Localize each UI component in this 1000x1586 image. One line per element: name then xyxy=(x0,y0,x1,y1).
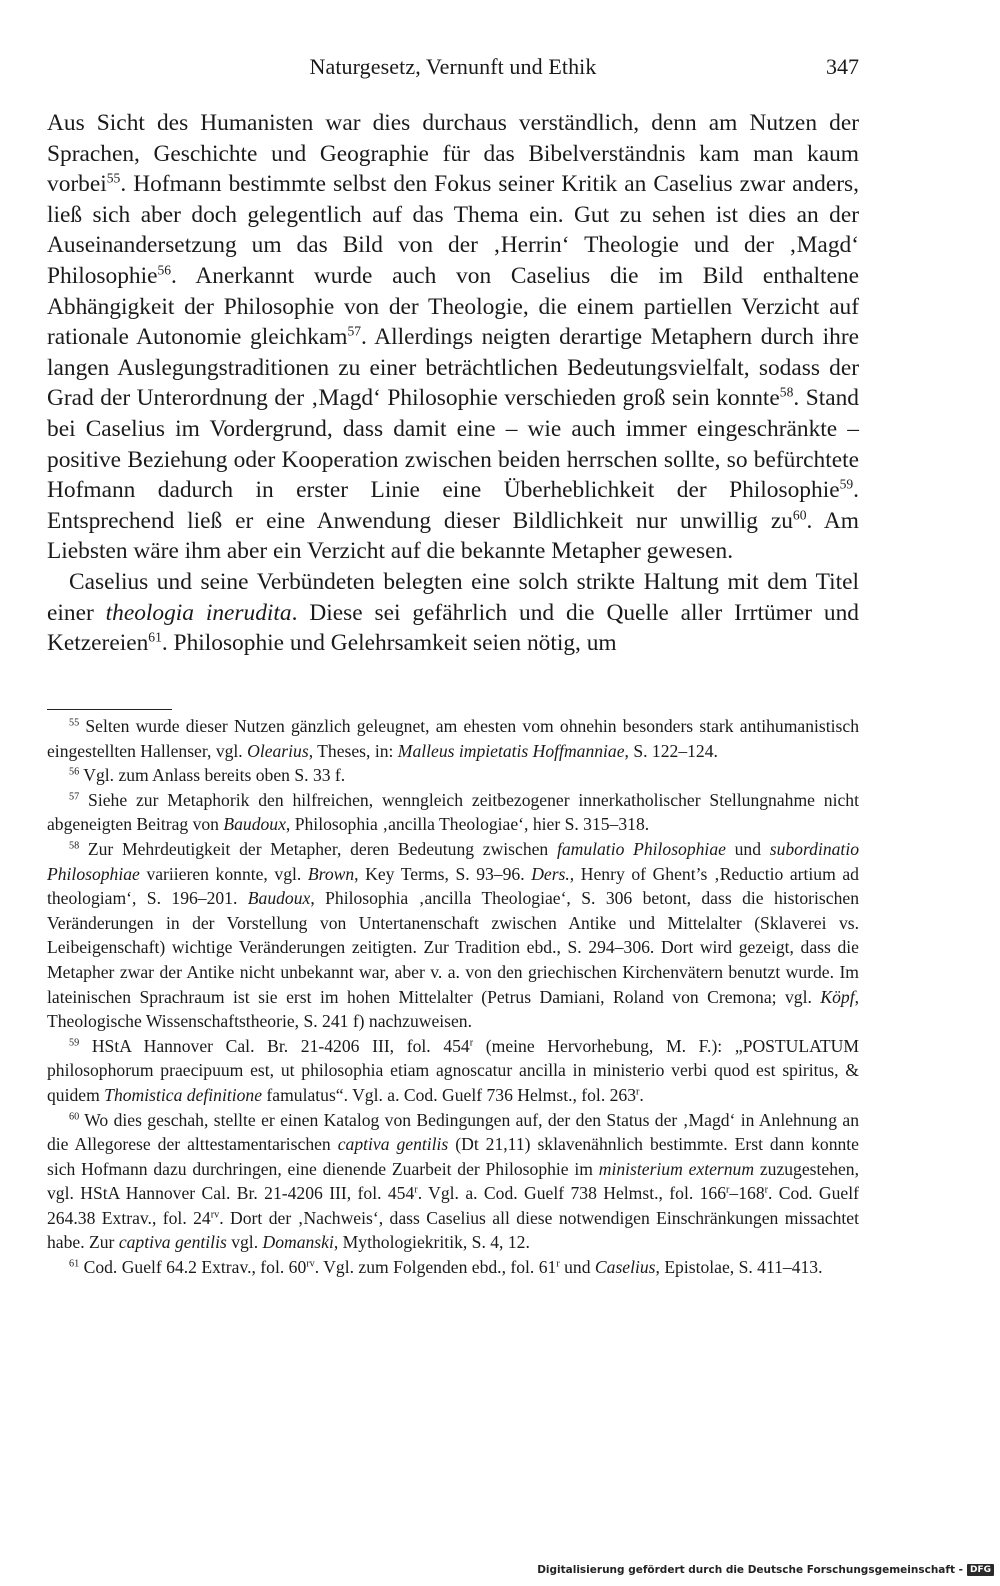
text-run: . xyxy=(639,1084,644,1105)
digitization-notice xyxy=(537,1562,994,1578)
italic-term: captiva gentilis xyxy=(337,1134,449,1155)
author-name: Brown xyxy=(307,863,355,884)
text-run: vgl. xyxy=(226,1232,263,1253)
text-run: , Theologische Wissenschaftstheorie, S. 241 f) nachzuweisen. xyxy=(47,986,859,1032)
paragraph-1 xyxy=(47,108,859,567)
text-run: Aus Sicht des Humanisten war dies durchaus verständlich, denn am Nutzen der Sprachen, Geschichte und Geographie für das Bibelverständnis kam man kaum vorbei xyxy=(47,110,859,198)
author-name: Domanski xyxy=(262,1232,334,1253)
text-run: . Entsprechend ließ er eine Anwendung dieser Bildlichkeit nur unwillig zu xyxy=(47,477,859,534)
folio-marker: r xyxy=(414,1184,418,1196)
running-title: Naturgesetz, Vernunft und Ethik xyxy=(309,54,597,79)
text-run: Zur Mehrdeutigkeit der Metapher, deren Bedeutung zwischen xyxy=(79,838,557,859)
folio-marker: rv xyxy=(210,1209,220,1221)
footnote-60 xyxy=(47,1108,859,1256)
folio-marker: r xyxy=(556,1258,560,1270)
author-name: Caselius xyxy=(594,1257,656,1278)
text-run: . Dort der ‚Nachweis‘, dass Caselius all diese notwendigen Einschränkungen missachtet habe. Zur xyxy=(47,1207,859,1253)
author-name: Köpf xyxy=(820,986,855,1007)
folio-marker: rv xyxy=(306,1258,315,1270)
folio-marker: r xyxy=(726,1184,730,1196)
footnote-61 xyxy=(47,1255,859,1280)
text-run: , S. 122–124. xyxy=(624,740,718,761)
work-title: Malleus impietatis Hoffmanniae xyxy=(397,740,625,761)
running-header xyxy=(47,54,859,86)
text-run: Vgl. zum Anlass bereits oben S. 33 f. xyxy=(79,765,346,786)
text-run: . Hofmann bestimmte selbst den Fokus seiner Kritik an Caselius zwar anders, ließ sich aber doch gelegentlich auf das Thema ein. Gut zu sehen ist dies an der Auseinandersetzung um das Bild von der ‚Herrin‘ Theologie und der ‚Magd‘ Philosophie xyxy=(47,171,859,289)
text-run: , Mythologiekritik, S. 4, 12. xyxy=(333,1232,530,1253)
text-run: Caselius und seine Verbündeten belegten eine solch strikte Haltung mit dem Titel einer xyxy=(47,568,859,626)
dfg-logo: DFG xyxy=(967,1564,994,1576)
italic-term: Thomistica definitione xyxy=(104,1084,263,1105)
text-run: –168 xyxy=(729,1183,765,1204)
footnote-number: 57 xyxy=(69,791,80,803)
text-run: und xyxy=(559,1257,595,1278)
text-run: HStA Hannover Cal. Br. 21-4206 III, fol. 454 xyxy=(79,1035,470,1056)
text-run: Siehe zur Metaphorik den hilfreichen, wenngleich zeitbezogener innerkatholischer Stellungnahme nicht abgeneigten Beitrag von xyxy=(47,789,859,835)
author-name: Olearius xyxy=(247,740,309,761)
footnote-number: 58 xyxy=(69,840,80,852)
italic-term: theologia ineruditа xyxy=(105,599,292,626)
footnote-ref: 58 xyxy=(779,384,794,400)
text-run: (meine Hervorhebung, M. F.): „POSTULATUM philosophorum praecipuum est, ut philosophia etiam agnoscatur ancilla in ministerio verbi quod est spiritus, & quidem xyxy=(47,1035,859,1105)
footnote-ref: 59 xyxy=(839,476,854,492)
page-number: 347 xyxy=(826,54,859,79)
text-run: , Epistolae, S. 411–413. xyxy=(655,1257,823,1278)
text-run: . Vgl. a. Cod. Guelf 738 Helmst., fol. 166 xyxy=(417,1183,727,1204)
italic-term: famulatio Philosophiae xyxy=(556,838,726,859)
text-run: , Henry of Ghent’s ‚Reductio artium ad theologiam‘, S. 196–201. xyxy=(47,863,859,909)
footnote-separator xyxy=(47,709,172,710)
folio-marker: r xyxy=(469,1037,474,1049)
text-run: Wo dies geschah, stellte er einen Katalog von Bedingungen auf, der den Status der ‚Magd‘ in Anlehnung an die Allegorese der alttestamentarischen xyxy=(47,1109,859,1155)
author-name: Baudoux xyxy=(247,888,311,909)
text-run: . Vgl. zum Folgenden ebd., fol. 61 xyxy=(314,1257,557,1278)
text-run: famulatus“. Vgl. a. Cod. Guelf 736 Helmst., fol. 263 xyxy=(262,1084,637,1105)
author-name: Baudoux xyxy=(223,814,286,835)
author-name: Ders. xyxy=(531,863,570,884)
footnote-number: 55 xyxy=(69,717,80,729)
text-run: Cod. Guelf 64.2 Extrav., fol. 60 xyxy=(79,1257,307,1278)
text-run: . Anerkannt wurde auch von Caselius die im Bild enthaltene Abhängigkeit der Philosophie von der Theologie, die einem partiellen Verzicht auf rationale Autonomie gleichkam xyxy=(47,262,859,351)
text-run: und xyxy=(725,838,770,859)
folio-marker: r xyxy=(764,1184,769,1196)
footnote-56 xyxy=(47,763,859,788)
italic-term: captiva gentilis xyxy=(118,1232,227,1253)
text-run: , Theses, in: xyxy=(308,740,398,761)
footnote-number: 56 xyxy=(69,766,80,778)
footnote-ref: 57 xyxy=(347,323,362,339)
footnote-ref: 55 xyxy=(106,170,121,186)
footnote-ref: 60 xyxy=(792,507,807,523)
digitization-text: Digitalisierung gefördert durch die Deutsche Forschungsgemeinschaft - xyxy=(537,1564,963,1576)
text-run: , Philosophia ‚ancilla Theologiae‘, S. 306 betont, dass die historischen Veränderungen in der Vorstellung von Untertanenschaft zwischen Antike und Mittelalter (Sklaverei vs. Leibeigenschaft) wichtige Veränderungen zeitigten. Zur Tradition ebd., S. 294–306. Dort wird gezeigt, dass die Metapher zwar der Antike nicht unbekannt war, aber v. a. von den griechischen Kirchenvätern benutzt wurde. Im lateinischen Sprachraum ist sie erst im hohen Mittelalter (Petrus Damiani, Roland von Cremona; vgl. xyxy=(47,888,859,1007)
text-run: . Philosophie und Gelehrsamkeit seien nötig, um xyxy=(161,630,617,657)
text-run: , Key Terms, S. 93–96. xyxy=(354,863,532,884)
footnote-58 xyxy=(47,837,859,1034)
footnote-ref: 61 xyxy=(148,629,162,645)
text-run: . Stand bei Caselius im Vordergrund, dass damit eine – wie auch immer eingeschränkte – positive Beziehung oder Kooperation zwischen beiden herrschen sollte, so befürchtete Hofmann dadurch in erster Linie eine Überheblichkeit der Philosophie xyxy=(47,385,859,504)
italic-term: subordinatio Philosophiae xyxy=(47,838,860,884)
text-run: (Dt 21,11) sklavenähnlich bestimmte. Erst dann konnte sich Hofmann dazu durchringen, eine dienende Zuarbeit der Philosophie im xyxy=(47,1134,859,1179)
italic-term: ministerium externum xyxy=(598,1158,755,1179)
text-run: . Cod. Guelf 264.38 Extrav., fol. 24 xyxy=(47,1183,859,1228)
text-run: variieren konnte, vgl. xyxy=(139,863,308,884)
text-run: . Am Liebsten wäre ihm aber ein Verzicht auf die bekannte Metapher gewesen. xyxy=(47,507,859,565)
text-run: Selten wurde dieser Nutzen gänzlich geleugnet, am ehesten vom ohnehin besonders stark antihumanistisch eingestellten Hallenser, vgl. xyxy=(47,716,859,761)
folio-marker: r xyxy=(636,1086,640,1098)
footnote-57 xyxy=(47,788,859,837)
footnote-55 xyxy=(47,714,859,763)
text-run: . Diese sei gefährlich und die Quelle aller Irrtümer und Ketzereien xyxy=(47,599,859,657)
footnote-59 xyxy=(47,1034,859,1108)
footnotes xyxy=(47,714,859,1280)
footnote-ref: 56 xyxy=(157,262,172,278)
text-run: , Philosophia ‚ancilla Theologiae‘, hier S. 315–318. xyxy=(285,814,650,835)
text-run: . Allerdings neigten derartige Metaphern durch ihre langen Auslegungstraditionen zu einer beträchtlichen Bedeutungsvielfalt, sodass der Grad der Unterordnung der ‚Magd‘ Philosophie verschieden groß sein konnte xyxy=(47,324,859,412)
text-run: zuzugestehen, vgl. HStA Hannover Cal. Br. 21-4206 III, fol. 454 xyxy=(47,1158,860,1204)
footnote-number: 59 xyxy=(69,1037,80,1049)
paragraph-2 xyxy=(47,567,859,659)
main-text xyxy=(47,108,859,659)
footnote-number: 61 xyxy=(69,1258,80,1270)
footnote-number: 60 xyxy=(69,1111,80,1123)
